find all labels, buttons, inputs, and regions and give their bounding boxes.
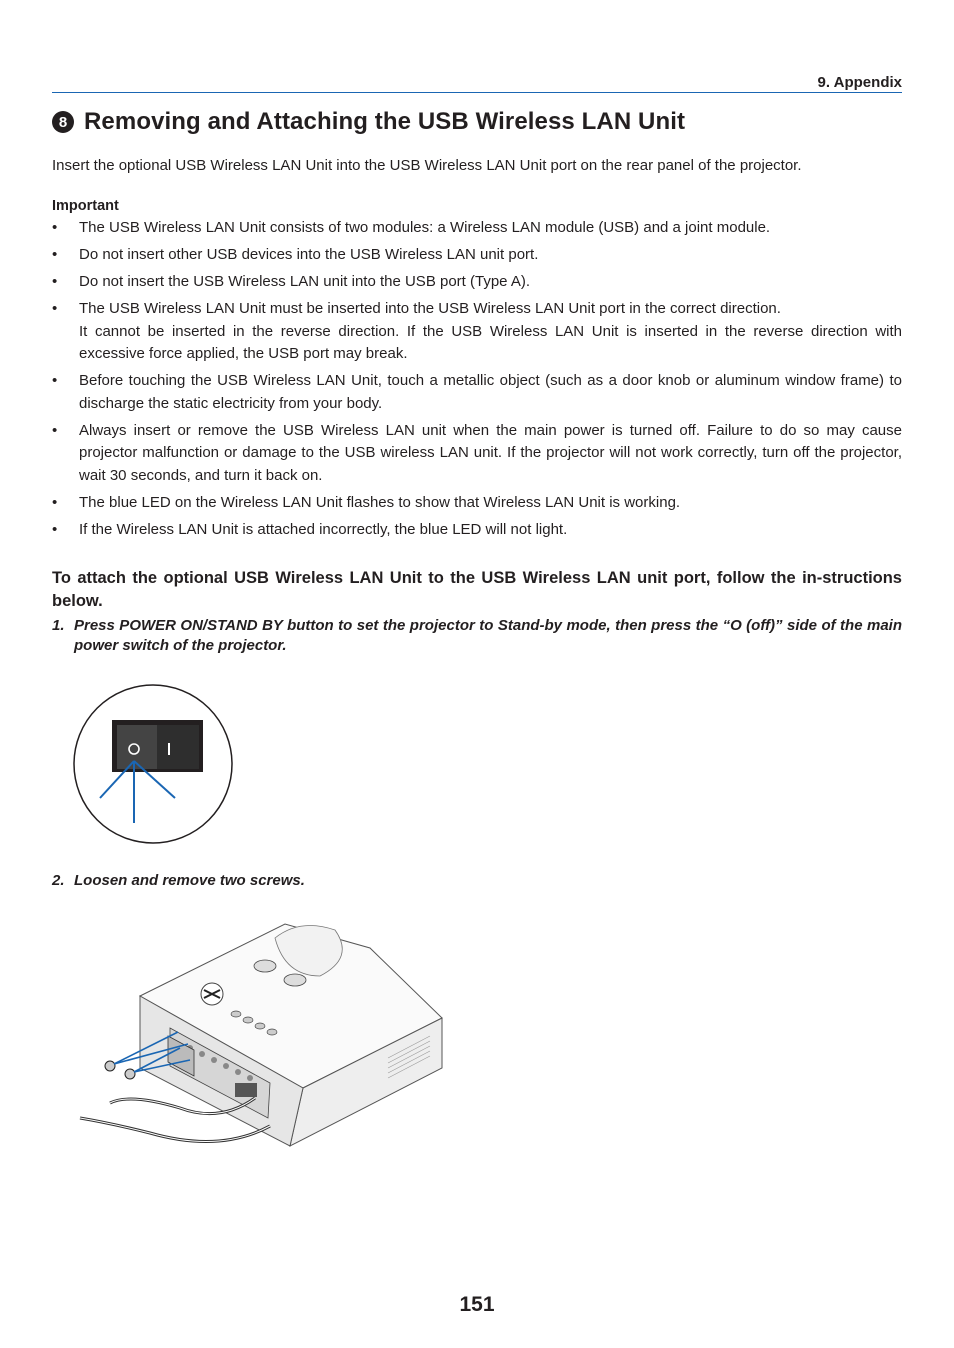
step-text: Loosen and remove two screws. bbox=[74, 872, 305, 889]
list-item: • Do not insert other USB devices into the USB Wireless LAN unit port. bbox=[52, 244, 902, 267]
important-heading: Important bbox=[52, 198, 119, 214]
section-label: 9. Appendix bbox=[817, 74, 902, 91]
step-number: 2. bbox=[52, 872, 65, 889]
list-item: • The USB Wireless LAN Unit consists of two modules: a Wireless LAN module (USB) and a joint module. bbox=[52, 217, 902, 240]
screw-icon bbox=[125, 1069, 135, 1079]
section-title bbox=[52, 108, 685, 136]
page-header bbox=[52, 74, 902, 93]
section-title-text: Removing and Attaching the USB Wireless LAN Unit bbox=[84, 108, 686, 135]
step-2 bbox=[52, 871, 902, 891]
section-number-badge: 8 bbox=[52, 111, 74, 133]
list-item: • Do not insert the USB Wireless LAN unit into the USB port (Type A). bbox=[52, 271, 902, 294]
list-item: • Always insert or remove the USB Wireless LAN unit when the main power is turned off. Failure to do so may cause projector malfunction or damage to the USB wireless LAN unit. If the projector will not work correctly, turn off the projector, wait 30 seconds, and turn it back on. bbox=[52, 420, 902, 488]
list-item-continuation: It cannot be inserted in the reverse direction. If the USB Wireless LAN Unit is inserted in the reverse direction with excessive force applied, the USB port may break. bbox=[79, 322, 902, 362]
screw-icon bbox=[105, 1061, 115, 1071]
step-text: Press POWER ON/STAND BY button to set the projector to Stand-by mode, then press the “O (off)” side of the main power switch of the projector. bbox=[74, 617, 902, 654]
step-number: 1. bbox=[52, 617, 65, 634]
power-switch-illustration bbox=[72, 683, 237, 848]
page-number: 151 bbox=[459, 1293, 495, 1316]
list-item: • The USB Wireless LAN Unit must be inserted into the USB Wireless LAN Unit port in the correct direction. It cannot be inserted in the reverse direction. If the USB Wireless LAN Unit is inserted in the reverse direction with excessive force applied, the USB port may break. bbox=[52, 298, 902, 366]
step-1 bbox=[52, 616, 902, 656]
important-list bbox=[52, 217, 902, 546]
projector-screws-illustration bbox=[70, 918, 450, 1158]
list-item: • If the Wireless LAN Unit is attached incorrectly, the blue LED will not light. bbox=[52, 519, 902, 542]
list-item: • Before touching the USB Wireless LAN Unit, touch a metallic object (such as a door knob or aluminum window frame) to discharge the static electricity from your body. bbox=[52, 370, 902, 415]
instructions-heading: To attach the optional USB Wireless LAN Unit to the USB Wireless LAN unit port, follow the in-structions below. bbox=[52, 569, 902, 610]
intro-paragraph: Insert the optional USB Wireless LAN Unit into the USB Wireless LAN Unit port on the rear panel of the projector. bbox=[52, 157, 802, 174]
list-item: • The blue LED on the Wireless LAN Unit flashes to show that Wireless LAN Unit is working. bbox=[52, 492, 902, 515]
